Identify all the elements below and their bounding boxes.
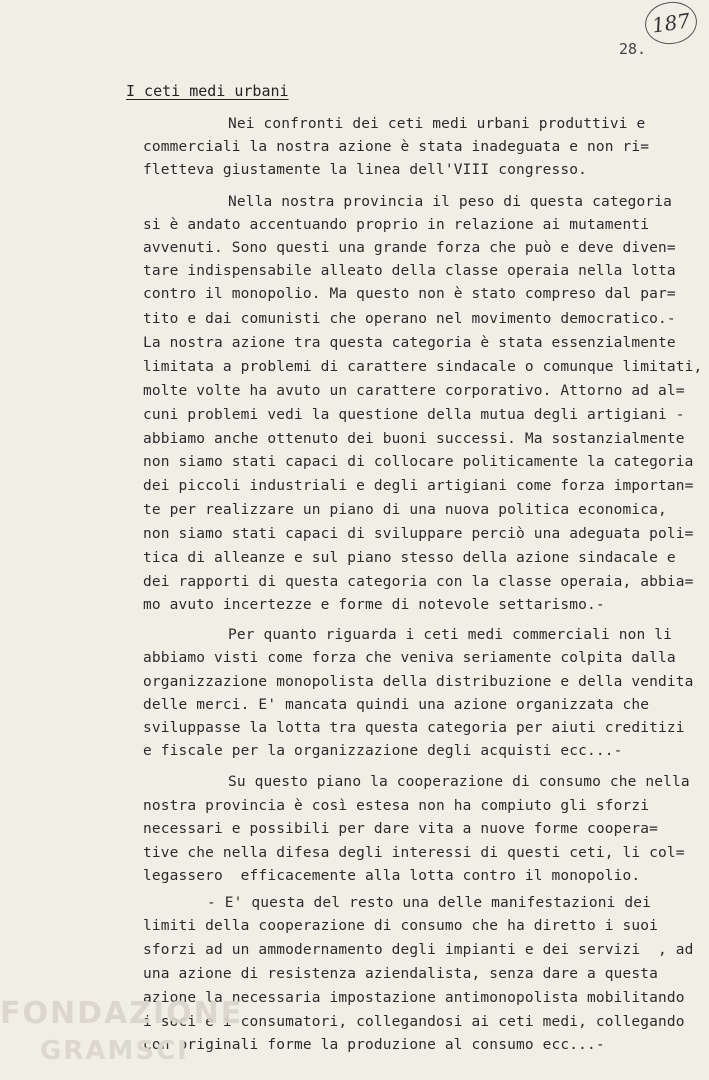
text-line: tica di alleanze e sul piano stesso della azione sindacale e: [143, 550, 676, 566]
text-line: organizzazione monopolista della distribuzione e della vendita: [143, 674, 694, 690]
text-line: non siamo stati capaci di sviluppare perciò una adeguata poli=: [143, 526, 694, 542]
text-line: Per quanto riguarda i ceti medi commerciali non li: [228, 627, 672, 643]
text-line: - E' questa del resto una delle manifestazioni dei: [207, 895, 651, 911]
text-line: nostra provincia è così estesa non ha compiuto gli sforzi: [143, 798, 650, 814]
text-line: Su questo piano la cooperazione di consumo che nella: [228, 774, 690, 790]
text-line: legassero efficacemente alla lotta contro il monopolio.: [143, 868, 641, 884]
text-line: non siamo stati capaci di collocare politicamente la categoria: [143, 454, 694, 470]
text-line: contro il monopolio. Ma questo non è stato compreso dal par=: [143, 286, 676, 302]
text-line: La nostra azione tra questa categoria è stata essenzialmente: [143, 335, 676, 351]
text-line: Nella nostra provincia il peso di questa categoria: [228, 194, 672, 210]
text-line: e fiscale per la organizzazione degli acquisti ecc...-: [143, 743, 623, 759]
watermark-text: FONDAZIONE: [0, 996, 244, 1031]
text-line: avvenuti. Sono questi una grande forza che può e deve diven=: [143, 240, 676, 256]
text-line: con originali forme la produzione al consumo ecc...-: [143, 1037, 605, 1053]
text-line: te per realizzare un piano di una nuova politica economica,: [143, 502, 667, 518]
section-title: I ceti medi urbani: [126, 82, 289, 100]
text-line: Nei confronti dei ceti medi urbani produttivi e: [228, 116, 646, 132]
text-line: i soci e i consumatori, collegandosi ai ceti medi, collegando: [143, 1014, 685, 1030]
text-line: tare indispensabile alleato della classe operaia nella lotta: [143, 263, 676, 279]
text-line: limitata a problemi di carattere sindacale o comunque limitati,: [143, 359, 703, 375]
text-line: azione la necessaria impostazione antimonopolista mobilitando: [143, 990, 685, 1006]
text-line: molte volte ha avuto un carattere corporativo. Attorno ad al=: [143, 383, 685, 399]
text-line: commerciali la nostra azione è stata inadeguata e non ri=: [143, 139, 650, 155]
text-line: abbiamo anche ottenuto dei buoni successi. Ma sostanzialmente: [143, 431, 685, 447]
text-line: una azione di resistenza aziendalista, senza dare a questa: [143, 966, 659, 982]
text-line: dei rapporti di questa categoria con la classe operaia, abbia=: [143, 574, 694, 590]
text-line: delle merci. E' mancata quindi una azione organizzata che: [143, 697, 650, 713]
text-line: tito e dai comunisti che operano nel movimento democratico.-: [143, 311, 676, 327]
text-line: tive che nella difesa degli interessi di questi ceti, li col=: [143, 845, 685, 861]
text-line: necessari e possibili per dare vita a nuove forme coopera=: [143, 821, 659, 837]
text-line: mo avuto incertezze e forme di notevole settarismo.-: [143, 597, 605, 613]
watermark-text: GRAMSCI: [40, 1036, 189, 1066]
text-line: abbiamo visti come forza che veniva seriamente colpita dalla: [143, 650, 676, 666]
text-line: fletteva giustamente la linea dell'VIII congresso.: [143, 162, 587, 178]
text-line: cuni problemi vedi la questione della mutua degli artigiani -: [143, 407, 685, 423]
text-line: sforzi ad un ammodernamento degli impianti e dei servizi , ad: [143, 942, 694, 958]
page-number: 28.: [619, 40, 647, 58]
text-line: si è andato accentuando proprio in relazione ai mutamenti: [143, 217, 650, 233]
text-line: limiti della cooperazione di consumo che ha diretto i suoi: [143, 918, 659, 934]
archive-number-stamp: 187: [642, 0, 699, 47]
text-line: sviluppasse la lotta tra questa categoria per aiuti creditizi: [143, 720, 685, 736]
text-line: dei piccoli industriali e degli artigiani come forza importan=: [143, 478, 694, 494]
